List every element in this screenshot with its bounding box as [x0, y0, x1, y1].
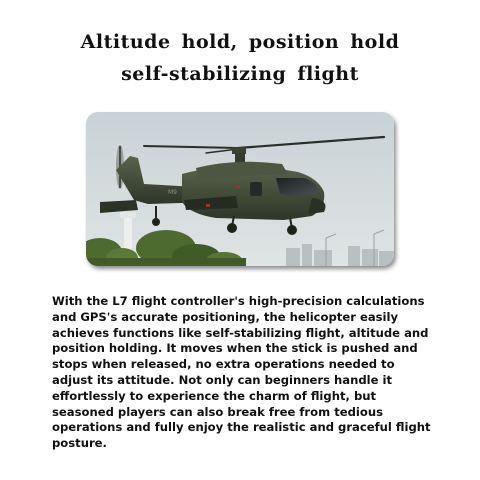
description-paragraph: With the L7 flight controller's high-precision calculations and GPS's accurate positioning, the helicopter easily achieves functions like self-stabilizing flight, altitude and position holding. It moves when the stick is pushed and stops when released, no extra operations needed to adjust its attitude. Not only can beginners handle it effortlessly to experience the charm of flight, but seasoned players can also break free from tedious operations and fully enjoy the realistic and graceful flight posture.: [52, 294, 431, 451]
helicopter-photo: [86, 112, 394, 266]
headline-line-1: Altitude hold, position hold: [80, 31, 400, 53]
svg-text:M9: M9: [168, 189, 177, 196]
headline-line-2: self-stabilizing flight: [121, 63, 359, 85]
